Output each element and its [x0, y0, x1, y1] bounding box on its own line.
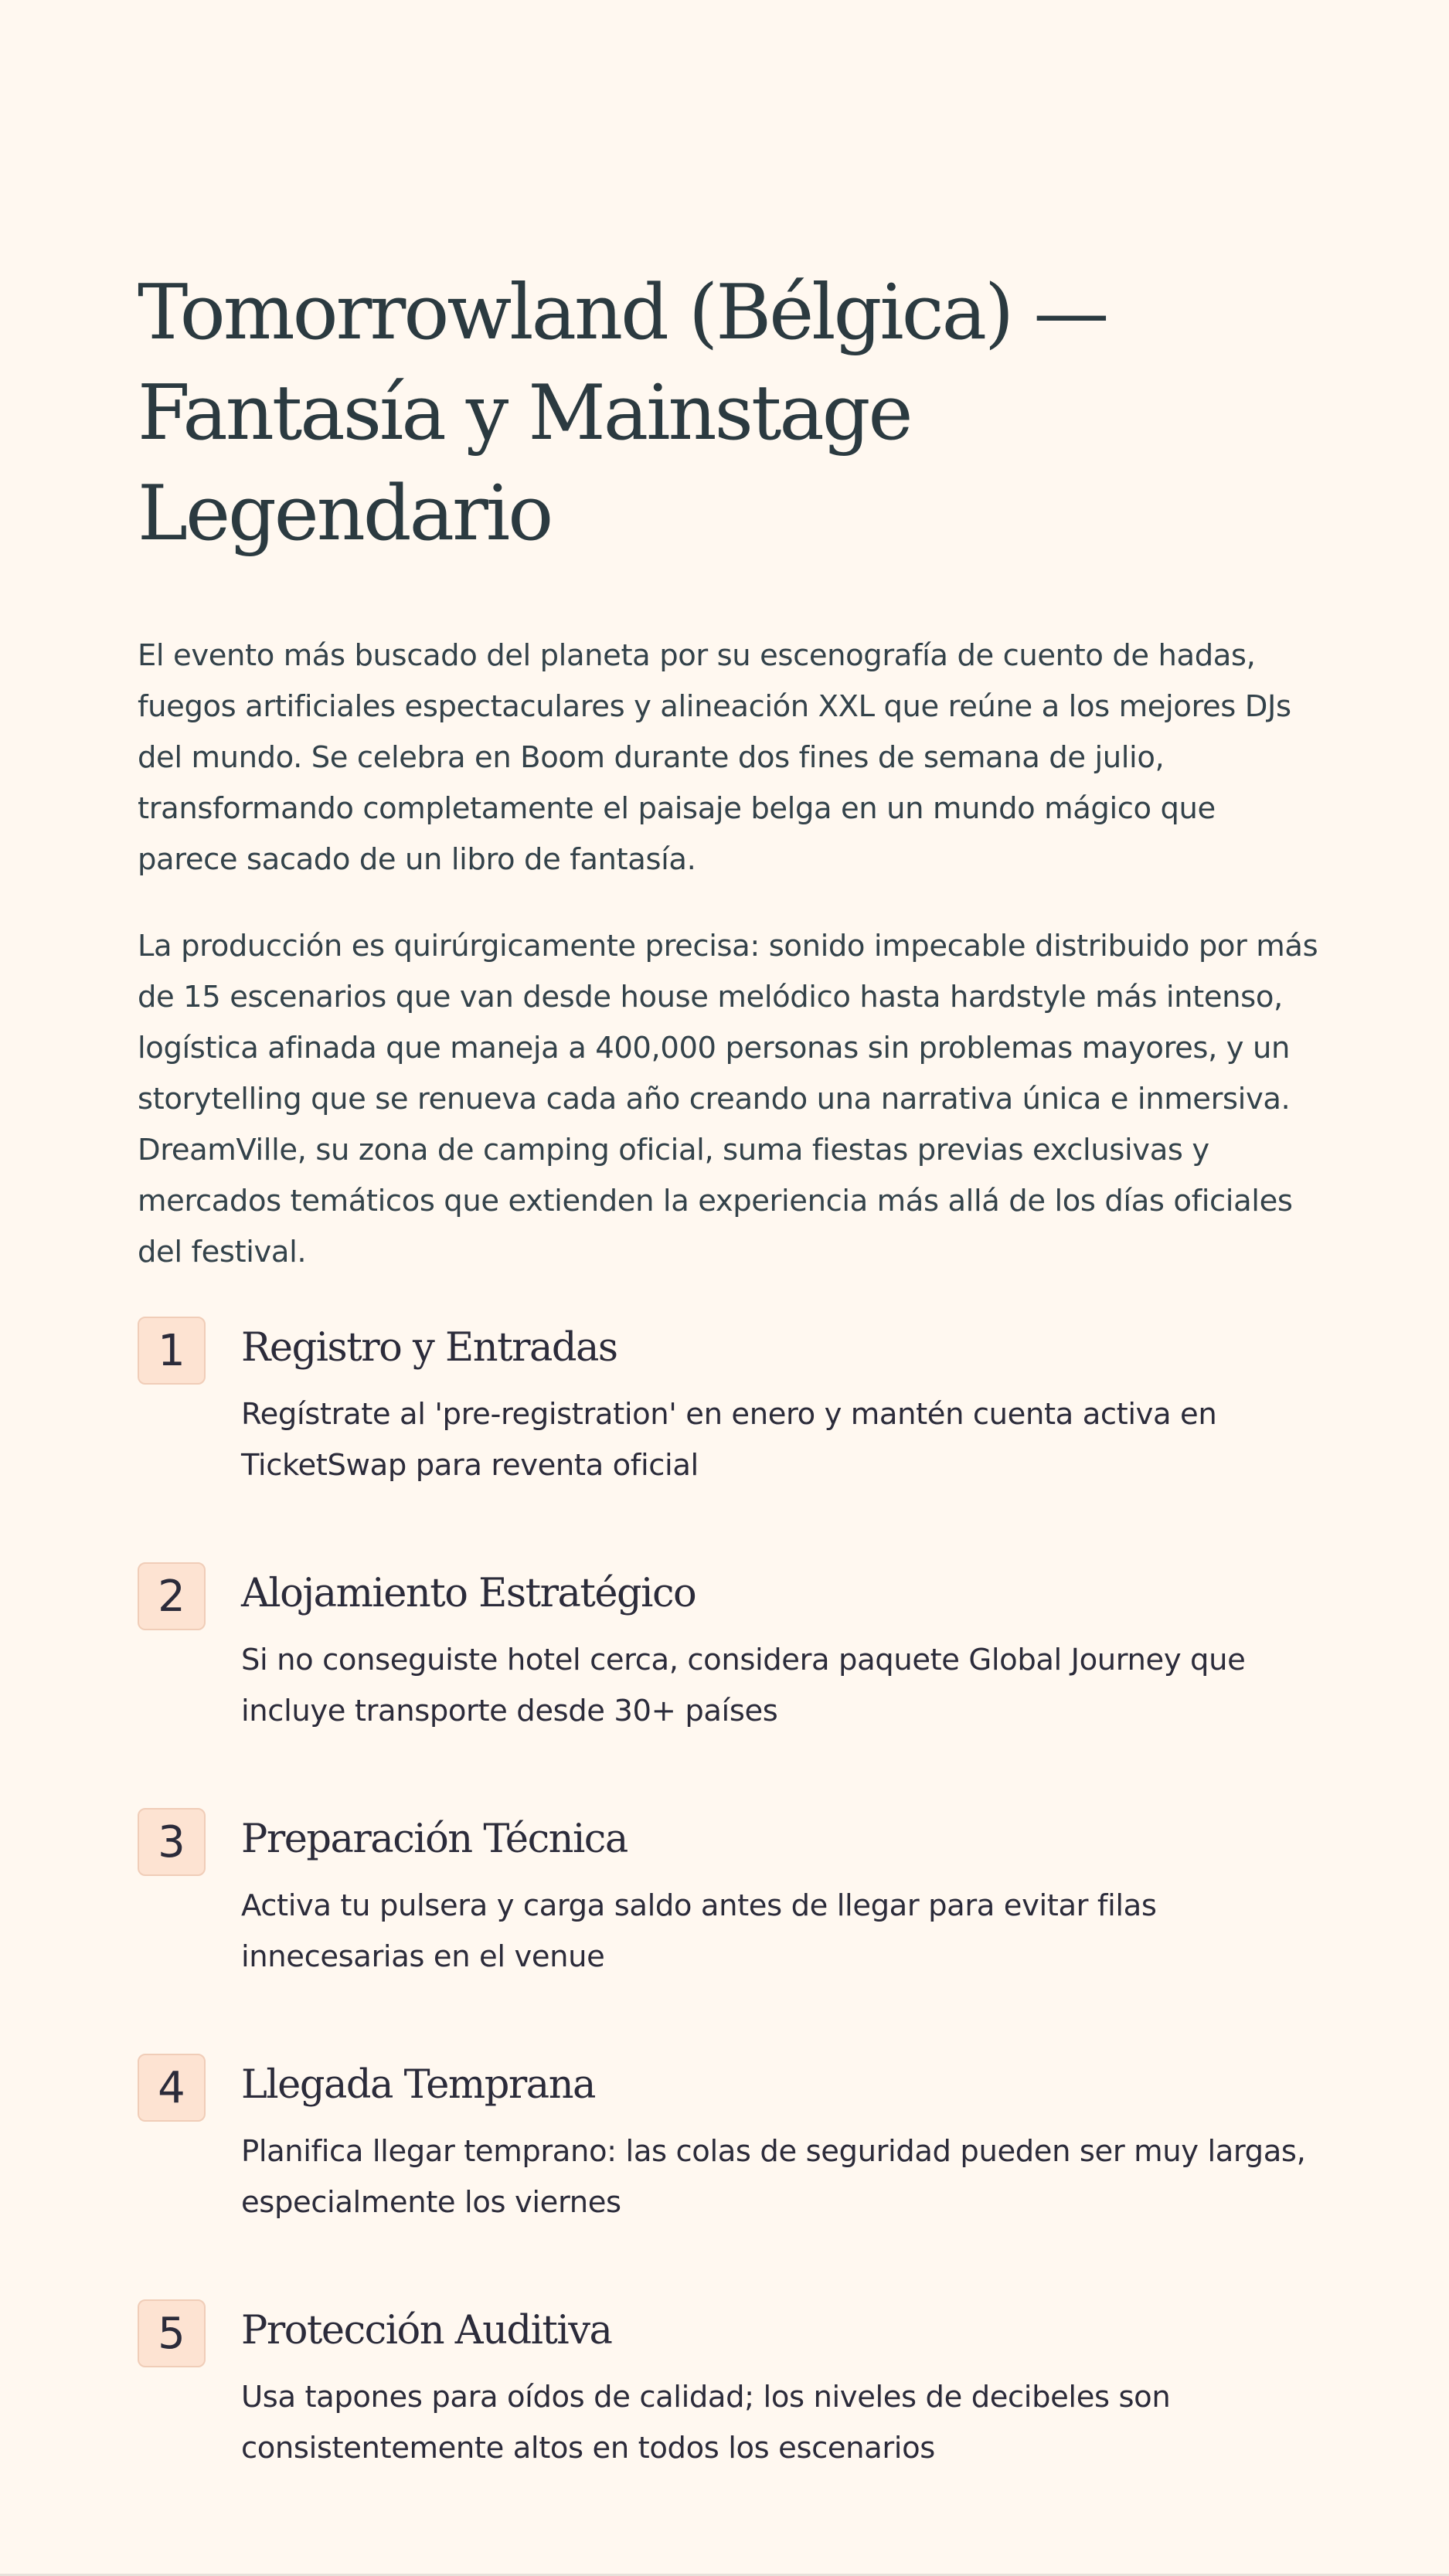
list-item: [138, 1805, 1320, 2051]
production-paragraph: La producción es quirúrgicamente precisa: sonido impecable distribuido por más de 15 escenarios que van desde house melódico hasta hardstyle más intenso, logística afinada que maneja a 400,000 personas sin problemas mayores, y un storytelling que se renueva cada año creando una narrativa única e inmersiva. DreamVille, su zona de camping oficial, suma fiestas previas exclusivas y mercados temáticos que extienden la experiencia más allá de los días oficiales del festival.: [138, 929, 1318, 1269]
list-item: [138, 2296, 1320, 2542]
list-item: [138, 2051, 1320, 2296]
step-description: Planifica llegar temprano: las colas de seguridad pueden ser muy largas, especialmente los viernes: [241, 2134, 1306, 2220]
step-description: Regístrate al 'pre-registration' en enero y mantén cuenta activa en TicketSwap para reventa oficial: [241, 1397, 1217, 1483]
step-description: Activa tu pulsera y carga saldo antes de llegar para evitar filas innecesarias en el venue: [241, 1888, 1157, 1974]
page-title: [138, 263, 1320, 564]
step-number-badge: 3: [138, 1808, 206, 1876]
step-number-badge: 2: [138, 1562, 206, 1630]
page-title-line-1: Tomorrowland (Bélgica) —: [138, 269, 1107, 357]
step-title: Llegada Temprana: [241, 2062, 595, 2108]
step-number-badge: 5: [138, 2299, 206, 2367]
tips-list: [138, 1313, 1320, 2542]
list-item: [138, 1559, 1320, 1805]
step-description: Si no conseguiste hotel cerca, considera paquete Global Journey que incluye transporte desde 30+ países: [241, 1643, 1246, 1728]
article: [138, 263, 1320, 2542]
step-description: Usa tapones para oídos de calidad; los niveles de decibeles son consistentemente altos en todos los escenarios: [241, 2380, 1171, 2466]
step-title: Protección Auditiva: [241, 2308, 612, 2353]
step-title: Alojamiento Estratégico: [241, 1571, 696, 1616]
page-title-line-2: Fantasía y Mainstage Legendario: [138, 369, 911, 558]
step-title: Preparación Técnica: [241, 1816, 628, 1862]
step-number-badge: 1: [138, 1317, 206, 1385]
step-number-badge: 4: [138, 2054, 206, 2122]
list-item: [138, 1313, 1320, 1559]
step-title: Registro y Entradas: [241, 1325, 617, 1371]
intro-paragraph: El evento más buscado del planeta por su escenografía de cuento de hadas, fuegos artificiales espectaculares y alineación XXL que reúne a los mejores DJs del mundo. Se celebra en Boom durante dos fines de semana de julio, transformando completamente el paisaje belga en un mundo mágico que parece sacado de un libro de fantasía.: [138, 638, 1291, 877]
